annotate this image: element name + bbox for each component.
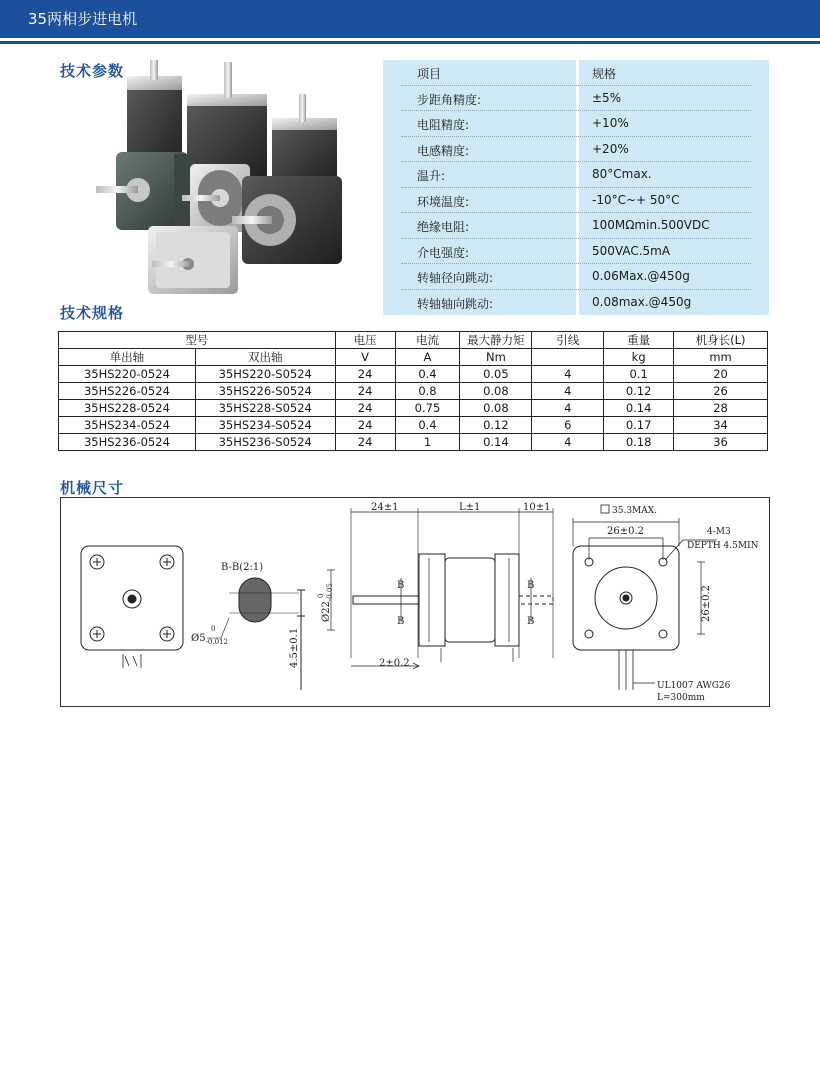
table-row	[59, 366, 768, 383]
param-value: +10%	[592, 116, 629, 130]
section-mark-b: B	[397, 580, 405, 591]
header-stripe-lower	[0, 41, 820, 44]
cell-length: 28	[674, 400, 768, 417]
square-symbol-icon	[601, 505, 609, 513]
cell-double: 35HS220-S0524	[195, 366, 335, 383]
spec-h-length: 机身长(L)	[674, 332, 768, 349]
table-row	[59, 434, 768, 451]
note-wire-length: L=300mm	[657, 693, 705, 703]
section-label: B-B(2:1)	[221, 562, 264, 573]
spec-u-torque: Nm	[460, 349, 532, 366]
cell-length: 26	[674, 383, 768, 400]
spec-h-leads: 引线	[532, 332, 604, 349]
params-row	[383, 264, 769, 290]
note-holes: 4-M3	[707, 527, 731, 537]
cell-double: 35HS234-S0524	[195, 417, 335, 434]
params-row	[383, 290, 769, 316]
cell-current: 0.4	[395, 366, 460, 383]
mechanical-drawing	[61, 498, 769, 706]
params-row	[383, 239, 769, 265]
param-key: 电阻精度:	[417, 118, 470, 132]
dim-phi22: $Ø22_{-0.05}$	[321, 583, 334, 622]
dim-10: 10±1	[523, 502, 551, 513]
spec-u-length: mm	[674, 349, 768, 366]
cell-weight: 0.18	[604, 434, 674, 451]
cell-weight: 0.14	[604, 400, 674, 417]
param-value: 0.08max.@450g	[592, 294, 692, 309]
table-row	[59, 383, 768, 400]
cell-leads: 4	[532, 434, 604, 451]
cell-single: 35HS226-0524	[59, 383, 196, 400]
motor-product-photo	[92, 58, 382, 298]
spec-h-model: 型号	[59, 332, 336, 349]
params-col-spec: 规格	[592, 67, 617, 81]
param-value: 500VAC.5mA	[592, 243, 671, 258]
cell-single: 35HS228-0524	[59, 400, 196, 417]
param-key: 转轴径向跳动:	[417, 271, 494, 285]
cell-torque: 0.08	[460, 383, 532, 400]
params-row	[383, 213, 769, 239]
front-shaft	[353, 596, 419, 604]
params-row	[383, 188, 769, 214]
params-header-row	[383, 60, 769, 86]
spec-u-voltage: V	[335, 349, 395, 366]
page-header	[0, 0, 820, 44]
table-row	[59, 417, 768, 434]
rear-shaft	[519, 596, 553, 604]
dim-24: 24±1	[371, 502, 399, 513]
note-depth: DEPTH 4.5MIN	[687, 541, 759, 551]
cell-single: 35HS234-0524	[59, 417, 196, 434]
spec-h-single: 单出轴	[59, 349, 196, 366]
params-table	[383, 60, 769, 315]
cell-voltage: 24	[335, 383, 395, 400]
cell-torque: 0.05	[460, 366, 532, 383]
mechanical-drawing-frame	[60, 497, 770, 707]
side-body	[445, 558, 495, 642]
section-mark-b: B	[527, 580, 535, 591]
side-flange	[419, 554, 445, 646]
param-key: 介电强度:	[417, 245, 470, 260]
cell-leads: 4	[532, 383, 604, 400]
section-mark-b: B	[397, 616, 405, 627]
param-key: 转轴轴向跳动:	[417, 296, 494, 311]
cell-leads: 4	[532, 400, 604, 417]
side-rear-cap	[495, 554, 519, 646]
section-title-params: 技术参数	[60, 62, 125, 80]
spec-table	[58, 331, 768, 451]
spec-u-leads	[532, 349, 604, 366]
cell-leads: 6	[532, 417, 604, 434]
spec-h-torque: 最大静力矩	[460, 332, 532, 349]
cell-weight: 0.12	[604, 383, 674, 400]
param-value: 80°Cmax.	[592, 167, 652, 181]
cell-torque: 0.12	[460, 417, 532, 434]
cell-current: 0.75	[395, 400, 460, 417]
dim-L: L±1	[459, 502, 481, 513]
spec-u-weight: kg	[604, 349, 674, 366]
spec-h-weight: 重量	[604, 332, 674, 349]
cell-weight: 0.17	[604, 417, 674, 434]
cell-voltage: 24	[335, 366, 395, 383]
note-wire: UL1007 AWG26	[657, 681, 731, 691]
dim-26-vertical: 26±0.2	[701, 584, 712, 622]
page-title: 35两相步进电机	[28, 10, 138, 28]
params-row	[383, 137, 769, 163]
param-value: -10°C~+ 50°C	[592, 192, 680, 207]
section-title-dims: 机械尺寸	[60, 479, 125, 497]
cell-voltage: 24	[335, 434, 395, 451]
cell-current: 1	[395, 434, 460, 451]
section-title-specs: 技术规格	[60, 304, 125, 322]
param-value: 0.06Max.@450g	[592, 269, 690, 283]
params-row	[383, 86, 769, 112]
cell-length: 34	[674, 417, 768, 434]
cell-voltage: 24	[335, 400, 395, 417]
cell-weight: 0.1	[604, 366, 674, 383]
cell-leads: 4	[532, 366, 604, 383]
dim-2: 2±0.2	[379, 658, 410, 669]
dim-flat: 4.5±0.1	[289, 627, 300, 668]
param-key: 环境温度:	[417, 194, 470, 209]
cell-single: 35HS220-0524	[59, 366, 196, 383]
cell-double: 35HS236-S0524	[195, 434, 335, 451]
param-value: 100MΩmin.500VDC	[592, 218, 710, 232]
cell-voltage: 24	[335, 417, 395, 434]
dim-square: 35.3MAX.	[612, 506, 658, 516]
cell-length: 36	[674, 434, 768, 451]
param-key: 温升:	[417, 169, 446, 183]
spec-header-row	[59, 332, 768, 349]
spec-h-voltage: 电压	[335, 332, 395, 349]
cell-double: 35HS226-S0524	[195, 383, 335, 400]
dim-phi5: $Ø5_{-0.012}$	[191, 633, 228, 646]
section-mark-b: B	[527, 616, 535, 627]
spec-h-current: 电流	[395, 332, 460, 349]
param-value: ±5%	[592, 90, 622, 105]
cell-current: 0.4	[395, 417, 460, 434]
spec-unit-row	[59, 349, 768, 366]
cell-double: 35HS228-S0524	[195, 400, 335, 417]
param-key: 电感精度:	[417, 143, 470, 158]
param-value: +20%	[592, 141, 629, 156]
param-key: 步距角精度:	[417, 92, 482, 107]
dim-phi22-tol-up: 0	[317, 593, 325, 598]
cell-length: 20	[674, 366, 768, 383]
cell-single: 35HS236-0524	[59, 434, 196, 451]
cell-current: 0.8	[395, 383, 460, 400]
dim-phi5-tol-up: 0	[211, 625, 216, 633]
spec-h-double: 双出轴	[195, 349, 335, 366]
cell-torque: 0.14	[460, 434, 532, 451]
cell-torque: 0.08	[460, 400, 532, 417]
param-key: 绝缘电阻:	[417, 220, 470, 234]
spec-u-current: A	[395, 349, 460, 366]
params-row	[383, 111, 769, 137]
table-row	[59, 400, 768, 417]
params-row	[383, 162, 769, 188]
dim-26-horizontal: 26±0.2	[607, 526, 645, 537]
params-col-item: 项目	[417, 67, 442, 81]
